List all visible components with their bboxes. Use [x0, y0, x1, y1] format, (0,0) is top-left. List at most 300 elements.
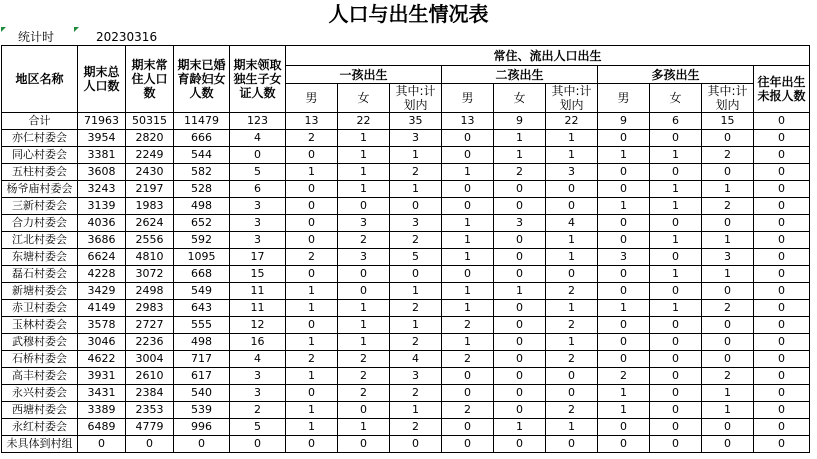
table-cell: 0 [598, 334, 650, 351]
table-cell: 1 [494, 130, 546, 147]
table-cell: 1 [702, 385, 754, 402]
table-row [2, 147, 810, 164]
table-row [2, 249, 810, 266]
table-cell: 3429 [78, 283, 126, 300]
stat-time-label: 统计时 [18, 30, 55, 44]
table-cell: 1 [442, 334, 494, 351]
region-name-cell: 赤卫村委会 [2, 300, 78, 317]
table-cell: 0 [754, 181, 810, 198]
table-cell: 2 [702, 147, 754, 164]
table-cell: 6624 [78, 249, 126, 266]
table-cell: 2384 [126, 385, 174, 402]
table-cell: 3686 [78, 232, 126, 249]
table-cell: 1 [650, 147, 702, 164]
cell-marker-icon [1, 27, 6, 32]
table-cell: 1 [650, 300, 702, 317]
table-cell: 2430 [126, 164, 174, 181]
table-cell: 0 [598, 317, 650, 334]
table-cell: 2 [390, 385, 442, 402]
table-cell: 0 [598, 436, 650, 453]
table-cell: 2 [442, 402, 494, 419]
table-cell: 0 [442, 181, 494, 198]
table-cell: 0 [598, 181, 650, 198]
table-cell: 1 [546, 130, 598, 147]
table-cell: 0 [442, 436, 494, 453]
table-cell: 0 [286, 198, 338, 215]
table-cell: 0 [494, 266, 546, 283]
table-cell: 2556 [126, 232, 174, 249]
table-cell: 717 [174, 351, 230, 368]
table-body [2, 113, 810, 453]
table-row [2, 317, 810, 334]
table-cell: 0 [598, 283, 650, 300]
region-name-cell: 亦仁村委会 [2, 130, 78, 147]
header-second-child: 二孩出生 [442, 66, 598, 84]
table-cell: 17 [230, 249, 286, 266]
table-cell: 2 [338, 351, 390, 368]
table-cell: 3139 [78, 198, 126, 215]
table-cell: 544 [174, 147, 230, 164]
table-cell: 1 [546, 249, 598, 266]
table-cell: 13 [286, 113, 338, 130]
table-cell: 0 [650, 419, 702, 436]
table-cell: 0 [442, 198, 494, 215]
table-cell: 2 [230, 402, 286, 419]
table-cell: 3 [598, 249, 650, 266]
header-resident-pop: 期末常住人口数 [126, 46, 174, 113]
table-cell: 1 [546, 419, 598, 436]
table-cell: 0 [754, 300, 810, 317]
table-cell: 0 [702, 419, 754, 436]
table-cell: 2 [702, 368, 754, 385]
table-cell: 0 [754, 351, 810, 368]
table-cell: 2249 [126, 147, 174, 164]
region-name-cell: 五柱村委会 [2, 164, 78, 181]
table-cell: 996 [174, 419, 230, 436]
table-cell: 4 [230, 351, 286, 368]
table-cell: 3 [546, 164, 598, 181]
table-cell: 2 [390, 232, 442, 249]
table-cell: 2236 [126, 334, 174, 351]
table-cell: 0 [390, 198, 442, 215]
table-cell: 50315 [126, 113, 174, 130]
table-cell: 2 [338, 385, 390, 402]
header-total-pop: 期末总人口数 [78, 46, 126, 113]
table-cell: 11 [230, 283, 286, 300]
table-cell: 2 [286, 249, 338, 266]
table-cell: 0 [702, 283, 754, 300]
header-married-women: 期末已婚育龄妇女人数 [174, 46, 230, 113]
table-cell: 2498 [126, 283, 174, 300]
table-cell: 11479 [174, 113, 230, 130]
table-cell: 2 [390, 334, 442, 351]
table-cell: 12 [230, 317, 286, 334]
table-row [2, 215, 810, 232]
table-cell: 0 [702, 164, 754, 181]
region-name-cell: 东塘村委会 [2, 249, 78, 266]
table-cell: 0 [650, 283, 702, 300]
table-cell: 540 [174, 385, 230, 402]
header-multi-child: 多孩出生 [598, 66, 754, 84]
region-name-cell: 磊石村委会 [2, 266, 78, 283]
table-row [2, 181, 810, 198]
table-cell: 1 [390, 181, 442, 198]
table-cell: 1 [338, 334, 390, 351]
table-cell: 549 [174, 283, 230, 300]
table-cell: 0 [650, 164, 702, 181]
region-name-cell: 合力村委会 [2, 215, 78, 232]
table-cell: 0 [546, 385, 598, 402]
table-cell: 0 [650, 402, 702, 419]
table-cell: 0 [650, 317, 702, 334]
table-cell: 1 [546, 300, 598, 317]
table-cell: 6489 [78, 419, 126, 436]
table-cell: 0 [650, 249, 702, 266]
table-cell: 0 [598, 215, 650, 232]
table-cell: 0 [754, 232, 810, 249]
table-cell: 0 [754, 198, 810, 215]
table-cell: 2624 [126, 215, 174, 232]
table-cell: 3 [702, 249, 754, 266]
table-cell: 22 [338, 113, 390, 130]
table-cell: 15 [702, 113, 754, 130]
table-cell: 1 [546, 334, 598, 351]
table-cell: 0 [702, 317, 754, 334]
header-male: 男 [598, 84, 650, 113]
header-first-child: 一孩出生 [286, 66, 442, 84]
table-cell: 0 [494, 334, 546, 351]
table-cell: 5 [230, 419, 286, 436]
table-cell: 528 [174, 181, 230, 198]
table-row [2, 368, 810, 385]
table-cell: 643 [174, 300, 230, 317]
table-cell: 2 [546, 317, 598, 334]
table-cell: 4 [230, 130, 286, 147]
table-cell: 1 [286, 164, 338, 181]
table-cell: 2983 [126, 300, 174, 317]
table-row [2, 113, 810, 130]
table-cell: 498 [174, 334, 230, 351]
table-cell: 3431 [78, 385, 126, 402]
table-cell: 0 [338, 283, 390, 300]
table-cell: 3 [338, 215, 390, 232]
table-cell: 5 [230, 164, 286, 181]
header-female: 女 [650, 84, 702, 113]
table-cell: 652 [174, 215, 230, 232]
table-cell: 0 [286, 147, 338, 164]
table-cell: 0 [494, 317, 546, 334]
table-cell: 0 [702, 436, 754, 453]
table-cell: 6 [230, 181, 286, 198]
table-cell: 0 [650, 351, 702, 368]
region-name-cell: 杨爷庙村委会 [2, 181, 78, 198]
table-cell: 498 [174, 198, 230, 215]
table-cell: 2 [442, 351, 494, 368]
table-cell: 22 [546, 113, 598, 130]
table-cell: 1983 [126, 198, 174, 215]
table-cell: 1 [338, 130, 390, 147]
table-cell: 0 [702, 334, 754, 351]
table-cell: 5 [390, 249, 442, 266]
table-cell: 0 [442, 419, 494, 436]
header-region: 地区名称 [2, 46, 78, 113]
table-cell: 0 [650, 130, 702, 147]
table-cell: 1 [650, 198, 702, 215]
region-name-cell: 同心村委会 [2, 147, 78, 164]
table-cell: 555 [174, 317, 230, 334]
table-cell: 13 [442, 113, 494, 130]
table-cell: 0 [598, 266, 650, 283]
table-cell: 0 [338, 436, 390, 453]
table-cell: 2 [546, 283, 598, 300]
table-cell: 9 [494, 113, 546, 130]
table-row [2, 130, 810, 147]
table-cell: 0 [286, 317, 338, 334]
table-cell: 3578 [78, 317, 126, 334]
table-row [2, 283, 810, 300]
table-cell: 1 [598, 300, 650, 317]
table-cell: 1 [702, 181, 754, 198]
table-row [2, 232, 810, 249]
table-cell: 1 [338, 419, 390, 436]
table-cell: 0 [442, 368, 494, 385]
table-cell: 1 [338, 300, 390, 317]
table-cell: 1 [390, 317, 442, 334]
table-cell: 1 [390, 147, 442, 164]
table-cell: 16 [230, 334, 286, 351]
table-cell: 1 [286, 334, 338, 351]
table-cell: 0 [494, 232, 546, 249]
table-cell: 1 [650, 232, 702, 249]
cell-marker-icon [74, 27, 79, 32]
table-cell: 0 [442, 266, 494, 283]
table-cell: 0 [494, 198, 546, 215]
table-cell: 0 [390, 436, 442, 453]
table-row [2, 351, 810, 368]
table-cell: 6 [650, 113, 702, 130]
table-cell: 0 [598, 351, 650, 368]
table-cell: 2353 [126, 402, 174, 419]
table-cell: 1 [390, 402, 442, 419]
table-cell: 2 [390, 419, 442, 436]
table-cell: 1 [650, 266, 702, 283]
table-cell: 0 [286, 385, 338, 402]
table-cell: 0 [546, 368, 598, 385]
table-cell: 666 [174, 130, 230, 147]
table-cell: 3 [230, 215, 286, 232]
table-cell: 0 [390, 266, 442, 283]
table-cell: 0 [754, 283, 810, 300]
table-cell: 1 [546, 232, 598, 249]
table-cell: 0 [598, 130, 650, 147]
table-cell: 0 [598, 232, 650, 249]
table-cell: 1 [546, 147, 598, 164]
table-cell: 1 [286, 368, 338, 385]
header-unreported: 往年出生未报人数 [754, 66, 810, 113]
table-cell: 2 [598, 368, 650, 385]
table-cell: 0 [286, 436, 338, 453]
table-cell: 1 [702, 402, 754, 419]
table-cell: 0 [754, 249, 810, 266]
table-cell: 2 [546, 351, 598, 368]
header-female: 女 [494, 84, 546, 113]
table-cell: 2 [494, 164, 546, 181]
table-cell: 0 [754, 130, 810, 147]
table-cell: 0 [126, 436, 174, 453]
table-cell: 1 [494, 419, 546, 436]
header-male: 男 [286, 84, 338, 113]
table-cell: 3954 [78, 130, 126, 147]
table-row [2, 300, 810, 317]
table-cell: 3 [390, 130, 442, 147]
table-cell: 1 [442, 215, 494, 232]
table-cell: 2 [390, 164, 442, 181]
table-cell: 0 [286, 232, 338, 249]
table-cell: 1 [494, 147, 546, 164]
header-planned: 其中:计划内 [546, 84, 598, 113]
table-cell: 4622 [78, 351, 126, 368]
table-cell: 582 [174, 164, 230, 181]
table-cell: 0 [442, 130, 494, 147]
table-cell: 0 [650, 436, 702, 453]
table-cell: 0 [546, 436, 598, 453]
table-cell: 3046 [78, 334, 126, 351]
table-cell: 668 [174, 266, 230, 283]
table-cell: 2 [338, 232, 390, 249]
table-row [2, 419, 810, 436]
table-cell: 71963 [78, 113, 126, 130]
table-cell: 2 [702, 300, 754, 317]
table-row [2, 385, 810, 402]
table-cell: 2197 [126, 181, 174, 198]
table-cell: 0 [650, 368, 702, 385]
region-name-cell: 武穆村委会 [2, 334, 78, 351]
table-cell: 0 [442, 147, 494, 164]
table-cell: 4 [546, 215, 598, 232]
table-cell: 0 [598, 419, 650, 436]
table-cell: 2 [286, 351, 338, 368]
table-cell: 15 [230, 266, 286, 283]
table-cell: 1 [650, 181, 702, 198]
table-cell: 0 [650, 334, 702, 351]
table-cell: 1 [442, 283, 494, 300]
table-cell: 0 [494, 351, 546, 368]
table-cell: 0 [494, 402, 546, 419]
table-cell: 0 [702, 215, 754, 232]
table-cell: 1 [702, 232, 754, 249]
region-name-cell: 西塘村委会 [2, 402, 78, 419]
region-name-cell: 三新村委会 [2, 198, 78, 215]
table-cell: 0 [650, 385, 702, 402]
table-cell: 0 [494, 368, 546, 385]
table-cell: 4149 [78, 300, 126, 317]
region-name-cell: 合计 [2, 113, 78, 130]
table-row [2, 266, 810, 283]
table-cell: 2 [286, 130, 338, 147]
table-cell: 0 [754, 317, 810, 334]
table-cell: 3608 [78, 164, 126, 181]
header-births-group: 常住、流出人口出生 [286, 46, 810, 66]
table-cell: 9 [598, 113, 650, 130]
table-cell: 539 [174, 402, 230, 419]
table-cell: 2 [338, 368, 390, 385]
table-cell: 3381 [78, 147, 126, 164]
table-cell: 1 [702, 266, 754, 283]
region-name-cell: 永红村委会 [2, 419, 78, 436]
header-planned: 其中:计划内 [390, 84, 442, 113]
table-cell: 0 [338, 198, 390, 215]
table-cell: 1 [598, 147, 650, 164]
table-cell: 1 [494, 283, 546, 300]
table-cell: 1 [598, 385, 650, 402]
table-cell: 1 [338, 317, 390, 334]
table-row [2, 334, 810, 351]
table-cell: 0 [494, 436, 546, 453]
table-cell: 3004 [126, 351, 174, 368]
table-cell: 617 [174, 368, 230, 385]
table-cell: 4810 [126, 249, 174, 266]
table-cell: 0 [754, 164, 810, 181]
table-cell: 0 [754, 266, 810, 283]
table-cell: 1 [286, 283, 338, 300]
table-cell: 2 [390, 300, 442, 317]
table-row [2, 436, 810, 453]
table-cell: 2 [702, 198, 754, 215]
table-cell: 4228 [78, 266, 126, 283]
table-cell: 2 [546, 402, 598, 419]
table-row [2, 164, 810, 181]
table-cell: 0 [702, 351, 754, 368]
table-cell: 0 [494, 181, 546, 198]
table-cell: 1 [442, 300, 494, 317]
table-cell: 0 [286, 215, 338, 232]
table-cell: 0 [494, 300, 546, 317]
table-cell: 3 [230, 198, 286, 215]
table-cell: 1 [338, 164, 390, 181]
header-planned: 其中:计划内 [702, 84, 754, 113]
table-cell: 3 [338, 249, 390, 266]
table-cell: 1 [286, 419, 338, 436]
table-cell: 0 [546, 181, 598, 198]
table-cell: 592 [174, 232, 230, 249]
table-cell: 3931 [78, 368, 126, 385]
region-name-cell: 未具体到村组 [2, 436, 78, 453]
table-cell: 0 [494, 249, 546, 266]
table-cell: 2 [442, 317, 494, 334]
table-cell: 0 [230, 436, 286, 453]
table-cell: 1 [598, 198, 650, 215]
table-cell: 2610 [126, 368, 174, 385]
table-cell: 3243 [78, 181, 126, 198]
table-cell: 1 [598, 402, 650, 419]
table-cell: 1 [286, 402, 338, 419]
region-name-cell: 新塘村委会 [2, 283, 78, 300]
table-cell: 0 [598, 164, 650, 181]
table-cell: 0 [338, 402, 390, 419]
table-cell: 4 [390, 351, 442, 368]
table-cell: 0 [650, 215, 702, 232]
table-cell: 3 [494, 215, 546, 232]
table-cell: 3 [390, 215, 442, 232]
table-cell: 0 [286, 266, 338, 283]
table-cell: 0 [286, 181, 338, 198]
table-cell: 0 [754, 368, 810, 385]
region-name-cell: 玉林村委会 [2, 317, 78, 334]
table-cell: 1095 [174, 249, 230, 266]
population-birth-table [1, 45, 810, 453]
table-cell: 0 [754, 436, 810, 453]
table-cell: 0 [754, 419, 810, 436]
